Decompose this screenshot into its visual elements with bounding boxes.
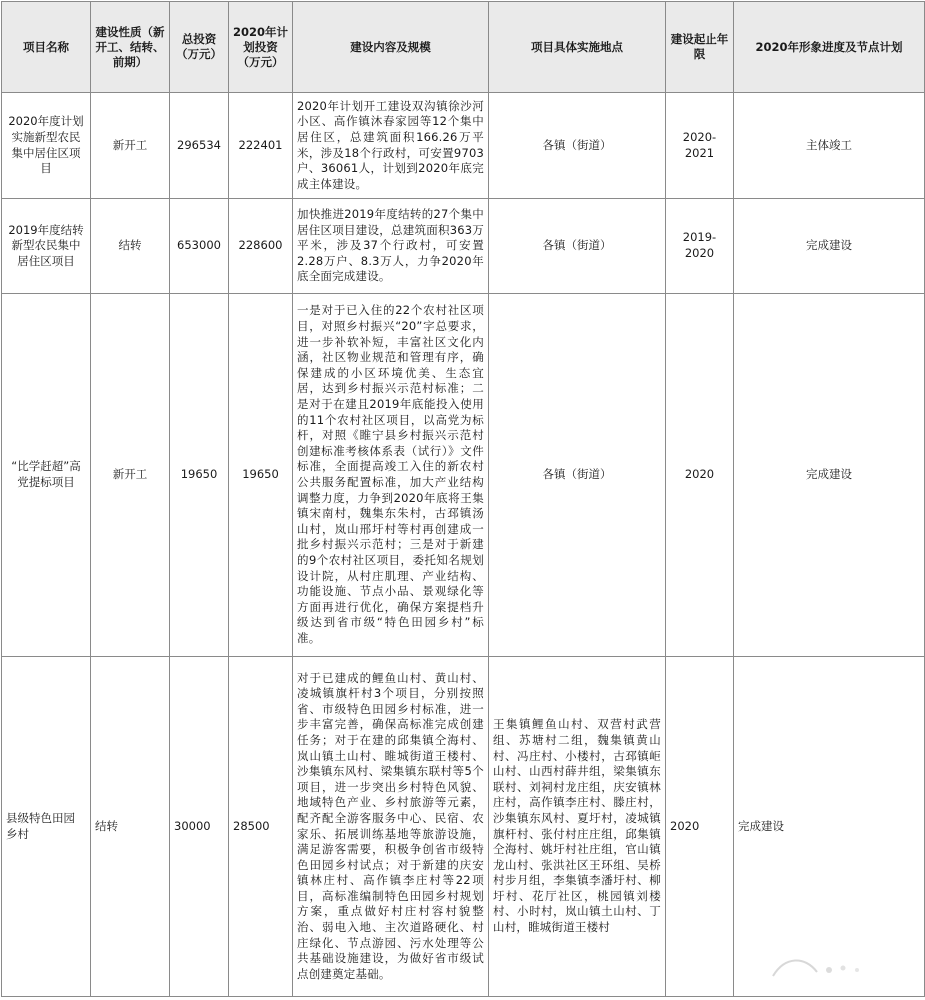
cell-location: 各镇（街道） [489, 294, 666, 657]
header-2020-plan-investment: 2020年计划投资（万元） [229, 2, 293, 93]
cell-build-type: 结转 [91, 657, 170, 997]
cell-build-type: 结转 [91, 199, 170, 294]
cell-content-scale: 一是对于已入住的22个农村社区项目，对照乡村振兴“20”字总要求，进一步补软补短，丰富社区文化内涵，社区物业规范和管理有序，确保建成的小区环境优美、生态宜居，达到乡村振兴示范村标准；二是对于在建且2019年底能投入使用的11个农村社区项目，以高党为标杆，对照《睢宁县乡村振兴示范村创建标准考核体系表（试行）》文件标准，全面提高竣工入住的新农村公共服务配置标准，加大产业结构调整力度，力争到2020年底将王集镇宋南村，魏集东朱村，古邳镇汤山村，岚山邢圩村等村再创建成一批乡村振兴示范村；三是对于新建的9个农村社区项目，委托知名规划设计院，从村庄肌理、产业结构、功能设施、节点小品、景观绿化等方面再进行优化，确保方案提档升级达到省市级“特色田园乡村”标准。 [293, 294, 489, 657]
cell-project-name: “比学赶超”高党提标项目 [2, 294, 91, 657]
header-project-name: 项目名称 [2, 2, 91, 93]
header-content-scale: 建设内容及规模 [293, 2, 489, 93]
cell-total-investment: 19650 [170, 294, 229, 657]
cell-years: 2020 [666, 657, 734, 997]
cell-location: 各镇（街道） [489, 93, 666, 199]
header-row [2, 2, 925, 93]
table-row [2, 93, 925, 199]
cell-project-name: 2020年度计划实施新型农民集中居住区项目 [2, 93, 91, 199]
cell-project-name: 2019年度结转新型农民集中居住区项目 [2, 199, 91, 294]
cell-content-scale: 加快推进2019年度结转的27个集中居住区项目建设，总建筑面积363万平米，涉及37个行政村，可安置2.28万户、8.3万人，力争2020年底全面完成建设。 [293, 199, 489, 294]
cell-content-scale: 对于已建成的鲤鱼山村、黄山村、凌城镇旗杆村3个项目，分别按照省、市级特色田园乡村标准，进一步丰富完善，确保高标准完成创建任务；对于在建的邱集镇仝海村、岚山镇土山村、睢城街道王楼村、沙集镇东风村、梁集镇东联村等5个项目，进一步突出乡村特色风貌、地域特色产业、乡村旅游等元素，配齐配全游客服务中心、民宿、农家乐、拓展训练基地等旅游设施，满足游客需要，积极争创省市级特色田园乡村试点；对于新建的庆安镇林庄村、高作镇李庄村等22项目，高标准编制特色田园乡村规划方案，重点做好村庄村容村貌整治、弱电入地、主次道路硬化、村庄绿化、节点游园、污水处理等公共基础设施建设，为做好省市级试点创建奠定基础。 [293, 657, 489, 997]
cell-project-name: 县级特色田园乡村 [2, 657, 91, 997]
cell-progress: 完成建设 [734, 657, 925, 997]
cell-location: 王集镇鲤鱼山村、双营村武营组、苏塘村二组，魏集镇黄山村、冯庄村、小楼村，古邳镇岠山村、山西村薛井组，梁集镇东联村、刘祠村龙庄组，庆安镇林庄村，高作镇李庄村、滕庄村，沙集镇东风村、夏圩村，凌城镇旗杆村、张付村庄庄组，邱集镇仝海村、姚圩村社庄组，官山镇龙山村、张洪社区王环组、吴桥村步月组，李集镇李潘圩村、柳圩村、花厅社区，桃园镇刘楼村、小时村，岚山镇土山村、丁山村，睢城街道王楼村 [489, 657, 666, 997]
cell-total-investment: 296534 [170, 93, 229, 199]
cell-total-investment: 653000 [170, 199, 229, 294]
header-location: 项目具体实施地点 [489, 2, 666, 93]
cell-years: 2020-2021 [666, 93, 734, 199]
cell-plan-investment: 228600 [229, 199, 293, 294]
cell-plan-investment: 222401 [229, 93, 293, 199]
cell-progress: 完成建设 [734, 199, 925, 294]
cell-progress: 主体竣工 [734, 93, 925, 199]
cell-build-type: 新开工 [91, 93, 170, 199]
cell-total-investment: 30000 [170, 657, 229, 997]
header-progress-plan: 2020年形象进度及节点计划 [734, 2, 925, 93]
cell-plan-investment: 28500 [229, 657, 293, 997]
cell-plan-investment: 19650 [229, 294, 293, 657]
project-table [1, 1, 925, 997]
table-row [2, 199, 925, 294]
watermark-icon [765, 946, 885, 986]
cell-years: 2019-2020 [666, 199, 734, 294]
header-years: 建设起止年限 [666, 2, 734, 93]
header-build-type: 建设性质（新开工、结转、前期） [91, 2, 170, 93]
cell-content-scale: 2020年计划开工建设双沟镇徐沙河小区、高作镇沐春家园等12个集中居住区，总建筑面积166.26万平米，涉及18个行政村，可安置9703户、36061人，计划到2020年底完成主体建设。 [293, 93, 489, 199]
cell-years: 2020 [666, 294, 734, 657]
table-row [2, 294, 925, 657]
cell-location: 各镇（街道） [489, 199, 666, 294]
cell-progress: 完成建设 [734, 294, 925, 657]
header-total-investment: 总投资（万元） [170, 2, 229, 93]
cell-build-type: 新开工 [91, 294, 170, 657]
